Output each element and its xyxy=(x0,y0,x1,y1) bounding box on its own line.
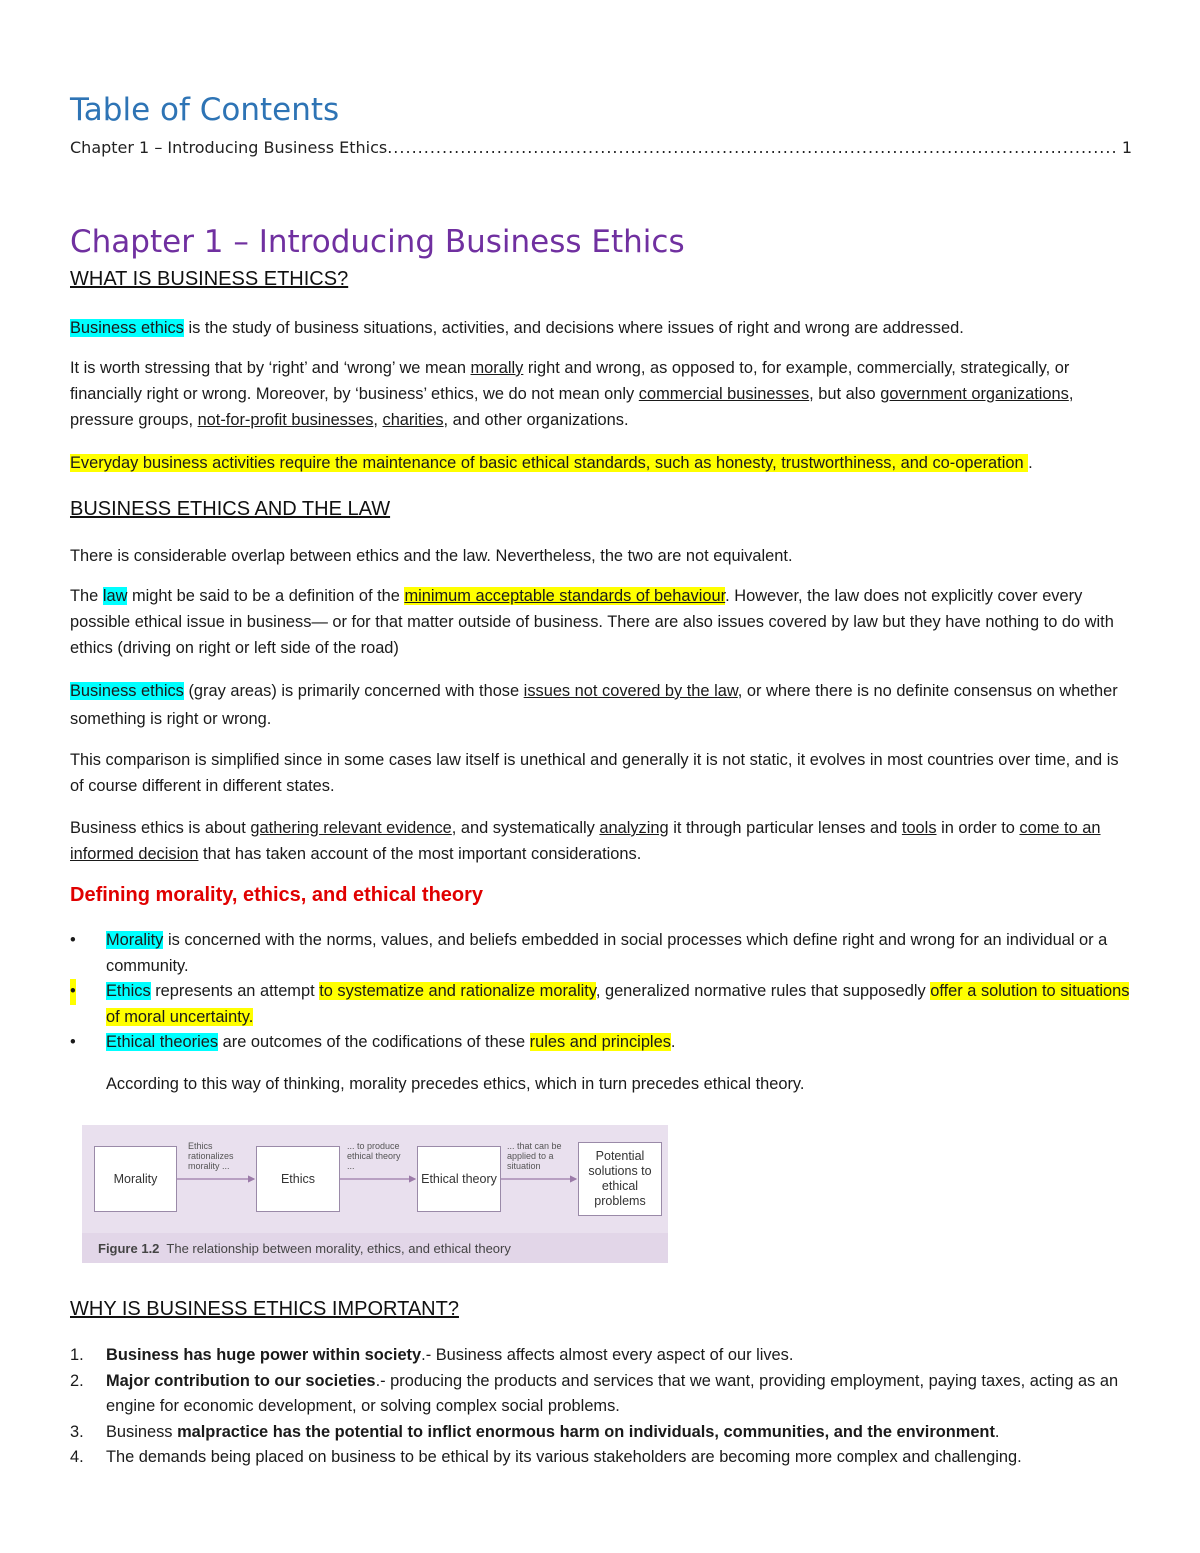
text-run: .- Business affects almost every aspect of our lives. xyxy=(421,1346,794,1364)
text-run: , and systematically xyxy=(451,819,600,837)
text-run: (gray areas) is primarily concerned with those xyxy=(183,682,524,700)
toc-title: Table of Contents xyxy=(70,92,340,128)
text-run: is concerned with the norms, values, and beliefs embedded in social processes which define right and wrong for an individual or a community. xyxy=(106,931,1108,975)
text-run: represents an attempt xyxy=(150,982,320,1000)
heading-law: BUSINESS ETHICS AND THE LAW xyxy=(70,498,391,520)
text-run: . xyxy=(1028,454,1033,472)
underlined-term: not-for-profit businesses xyxy=(197,411,374,429)
underlined-phrase: gathering relevant evidence xyxy=(250,819,452,837)
list-item xyxy=(70,1420,1132,1446)
highlight-sentence: Everyday business activities require the maintenance of basic ethical standards, such as honesty, trustworthiness, and co-operation xyxy=(70,454,1029,472)
text-run: might be said to be a definition of the xyxy=(127,587,405,605)
paragraph-gray-areas xyxy=(70,677,1132,733)
figure-label-rationalizes: Ethics rationalizes morality ... xyxy=(188,1141,234,1171)
paragraph-right-wrong xyxy=(70,355,1132,433)
figure-box-ethics: Ethics xyxy=(256,1146,340,1212)
text-run: .- producing the products and services that we want, providing employment, paying taxes, acting as an engine for economic development, or solving complex social problems. xyxy=(106,1371,1119,1415)
bold-phrase: malpractice has the potential to inflict enormous harm on individuals, communities, and the environment xyxy=(177,1422,995,1441)
heading-why-important: WHY IS BUSINESS ETHICS IMPORTANT? xyxy=(70,1298,459,1320)
paragraph-comparison: This comparison is simplified since in some cases law itself is unethical and generally it is not static, it evolves in most countries over time, and is of course different in different states. xyxy=(70,751,1119,795)
figure-label-produce: ... to produce ethical theory ... xyxy=(347,1141,401,1171)
figure-caption xyxy=(82,1233,668,1263)
text-run: it through particular lenses and xyxy=(668,819,902,837)
text-run: that has taken account of the most important considerations. xyxy=(198,845,642,863)
list-item xyxy=(70,979,1132,1030)
highlight-term: law xyxy=(102,587,128,605)
text-run: , and other organizations. xyxy=(443,411,629,429)
text-run: , xyxy=(373,411,383,429)
paragraph-definition xyxy=(70,315,1132,341)
highlight-term: Business ethics xyxy=(70,319,184,337)
reasons-list xyxy=(70,1343,1132,1471)
toc-entry[interactable] xyxy=(70,138,1132,157)
paragraph-evidence xyxy=(70,815,1132,867)
underlined-phrase: issues not covered by the law xyxy=(523,682,738,700)
figure-caption-text: The relationship between morality, ethics, and ethical theory xyxy=(159,1240,511,1256)
text-run: , generalized normative rules that supposedly xyxy=(595,982,931,1000)
list-item xyxy=(70,1030,1132,1056)
list-number: 4. xyxy=(70,1448,84,1466)
text-run: in order to xyxy=(936,819,1020,837)
text-run: is the study of business situations, activities, and decisions where issues of right and wrong are addressed. xyxy=(183,319,964,337)
highlight-term: Morality xyxy=(106,931,164,949)
highlight-underlined-phrase: minimum acceptable standards of behaviour xyxy=(404,587,726,605)
figure-box-morality: Morality xyxy=(94,1146,177,1212)
heading-defining: Defining morality, ethics, and ethical theory xyxy=(70,884,484,906)
bullet: • xyxy=(70,931,76,949)
bullet: • xyxy=(70,1033,76,1051)
underlined-phrase: come to an informed decision xyxy=(70,819,1101,863)
text-run: , but also xyxy=(809,385,881,403)
paragraph-precedence: According to this way of thinking, morality precedes ethics, which in turn precedes ethical theory. xyxy=(106,1075,805,1093)
paragraph-overlap: There is considerable overlap between ethics and the law. Nevertheless, the two are not equivalent. xyxy=(70,547,793,565)
underlined-term: commercial businesses xyxy=(638,385,810,403)
underlined-phrase: analyzing xyxy=(599,819,669,837)
text-run: are outcomes of the codifications of these xyxy=(218,1033,530,1051)
text-run: The xyxy=(70,587,103,605)
list-item xyxy=(70,1369,1132,1420)
toc-leader-dots xyxy=(387,138,1118,157)
text-run: Business ethics is about xyxy=(70,819,251,837)
text-run: . xyxy=(670,1033,676,1051)
toc-entry-label[interactable]: Chapter 1 – Introducing Business Ethics xyxy=(70,138,388,157)
list-number: 3. xyxy=(70,1422,84,1441)
paragraph-law-definition xyxy=(70,583,1132,661)
figure-1-2 xyxy=(82,1125,668,1263)
highlight-phrase: to systematize and rationalize morality xyxy=(319,982,596,1000)
underlined-term: charities xyxy=(382,411,444,429)
highlight-phrase: offer a solution to situations of moral uncertainty. xyxy=(106,982,1130,1026)
bold-phrase: Major contribution to our societies xyxy=(106,1371,376,1390)
underlined-term: government organizations xyxy=(880,385,1069,403)
toc-entry-page: 1 xyxy=(1121,138,1132,157)
figure-box-ethical-theory: Ethical theory xyxy=(417,1146,501,1212)
highlight-term: Ethical theories xyxy=(106,1033,219,1051)
heading-what-is: WHAT IS BUSINESS ETHICS? xyxy=(70,268,349,290)
text-run: right and wrong, as opposed to, for example, commercially, strategically, or financially right or wrong. Moreover, by ‘business’ ethics, we do not mean only xyxy=(70,359,1070,403)
text-run: , pressure groups, xyxy=(70,385,1074,429)
chapter-title: Chapter 1 – Introducing Business Ethics xyxy=(70,224,685,260)
bold-phrase: Business has huge power within society xyxy=(106,1346,422,1364)
highlight-term: Business ethics xyxy=(70,682,184,700)
underlined-term: morally xyxy=(470,359,524,377)
text-run: It is worth stressing that by ‘right’ and ‘wrong’ we mean xyxy=(70,359,471,377)
paragraph-everyday xyxy=(70,450,1132,476)
text-run: . However, the law does not explicitly cover every possible ethical issue in business— or for that matter outside of business. There are also issues covered by law but they have nothing to do with ethics (driving on right or left side of the road) xyxy=(70,587,1114,657)
highlight-phrase: rules and principles xyxy=(529,1033,671,1051)
list-item xyxy=(70,1343,1132,1369)
text-run: The demands being placed on business to be ethical by its various stakeholders are becoming more complex and challenging. xyxy=(106,1448,1022,1466)
highlight-term: Ethics xyxy=(106,982,151,1000)
figure-label-applied: ... that can be applied to a situation xyxy=(507,1141,562,1171)
text-run: , or where there is no definite consensus on whether something is right or wrong. xyxy=(70,682,1118,728)
list-number: 2. xyxy=(70,1371,84,1390)
bullet: • xyxy=(70,979,76,1005)
list-item xyxy=(70,1445,1132,1471)
text-run: . xyxy=(994,1422,1000,1441)
figure-box-solutions: Potential solutions to ethical problems xyxy=(578,1142,662,1216)
list-number: 1. xyxy=(70,1346,84,1364)
figure-caption-label: Figure 1.2 xyxy=(98,1240,160,1256)
definitions-list xyxy=(70,928,1132,1056)
text-run: Business xyxy=(106,1422,178,1441)
list-item xyxy=(70,928,1132,979)
underlined-phrase: tools xyxy=(901,819,937,837)
